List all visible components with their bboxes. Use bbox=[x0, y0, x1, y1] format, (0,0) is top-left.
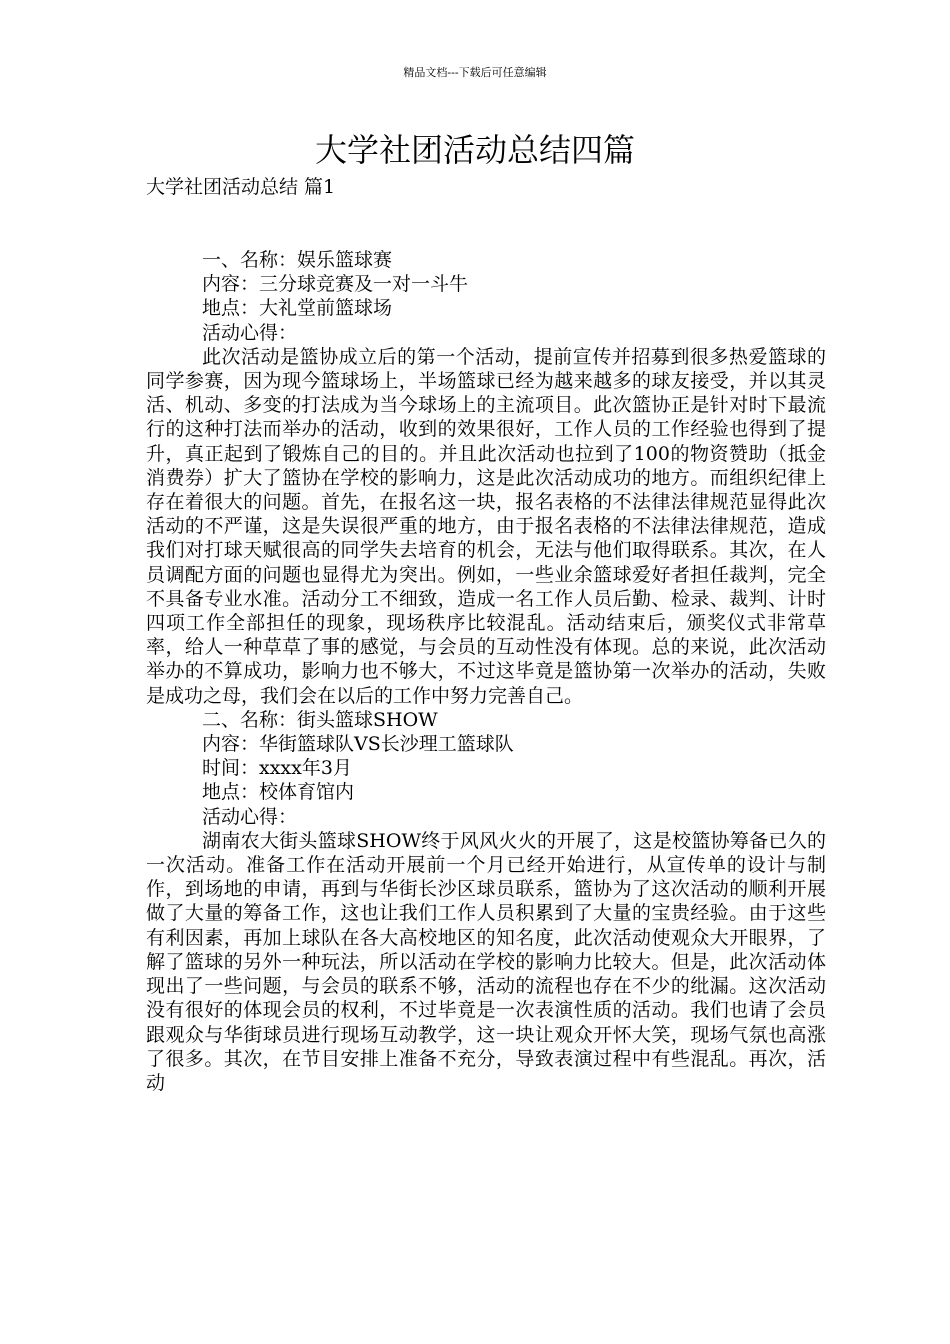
section2-location: 地点：校体育馆内 bbox=[202, 781, 355, 804]
section1-location: 地点：大礼堂前篮球场 bbox=[202, 297, 393, 320]
document-body bbox=[146, 248, 826, 1095]
header-note: 精品文档---下载后可任意编辑 bbox=[403, 66, 547, 79]
document-title: 大学社团活动总结四篇 bbox=[314, 131, 635, 169]
section1-name: 一、名称：娱乐篮球赛 bbox=[202, 249, 393, 271]
section2-reflection-label: 活动心得： bbox=[202, 805, 298, 828]
section1-reflection-label: 活动心得： bbox=[202, 321, 298, 344]
section2-name: 二、名称：街头篮球SHOW bbox=[202, 708, 438, 731]
section1-content: 内容：三分球竞赛及一对一斗牛 bbox=[202, 273, 469, 296]
section1-reflection: 此次活动是篮协成立后的第一个活动，提前宣传并招募到很多热爱篮球的同学参赛，因为现今篮球场上，半场篮球已经为越来越多的球友接受，并以其灵活、机动、多变的打法成为当今球场上的主流项目。此次篮协正是针对时下最流行的这种打法而举办的活动，收到的效果很好，工作人员的工作经验也得到了提升，真正起到了锻炼自己的目的。并且此次活动也拉到了100的物资赞助（抵金消费券）扩大了篮协在学校的影响力，这是此次活动成功的地方。而组织纪律上存在着很大的问题。首先，在报名这一块，报名表格的不法律法律规范显得此次活动的不严谨，这是失误很严重的地方，由于报名表格的不法律法律规范，造成我们对打球天赋很高的同学失去培育的机会，无法与他们取得联系。其次，在人员调配方面的问题也显得尤为突出。例如，一些业余篮球爱好者担任裁判，完全不具备专业水准。活动分工不细致，造成一名工作人员后勤、检录、裁判、计时四项工作全部担任的现象，现场秩序比较混乱。活动结束后，颁奖仪式非常草率，给人一种草草了事的感觉，与会员的互动性没有体现。总的来说，此次活动举办的不算成功，影响力也不够大，不过这毕竟是篮协第一次举办的活动，失败是成功之母，我们会在以后的工作中努力完善自己。 bbox=[146, 345, 826, 707]
section2-reflection: 湖南农大街头篮球SHOW终于风风火火的开展了，这是校篮协筹备已久的一次活动。准备工作在活动开展前一个月已经开始进行，从宣传单的设计与制作，到场地的申请，再到与华街长沙区球员联系，篮协为了这次活动的顺利开展做了大量的筹备工作，这也让我们工作人员积累到了大量的宝贵经验。由于这些有利因素，再加上球队在各大高校地区的知名度，此次活动使观众大开眼界，了解了篮球的另外一种玩法，所以活动在学校的影响力比较大。但是，此次活动体现出了一些问题，与会员的联系不够，活动的流程也存在不少的纰漏。这次活动没有很好的体现会员的权利，不过毕竟是一次表演性质的活动。我们也请了会员跟观众与华街球员进行现场互动教学，这一块让观众开怀大笑，现场气氛也高涨了很多。其次，在节目安排上准备不充分，导致表演过程中有些混乱。再次，活动 bbox=[146, 829, 826, 1094]
section2-content: 内容：华街篮球队VS长沙理工篮球队 bbox=[202, 733, 514, 756]
section2-time: 时间：xxxx年3月 bbox=[202, 757, 352, 780]
document-subtitle: 大学社团活动总结 篇1 bbox=[146, 176, 336, 198]
